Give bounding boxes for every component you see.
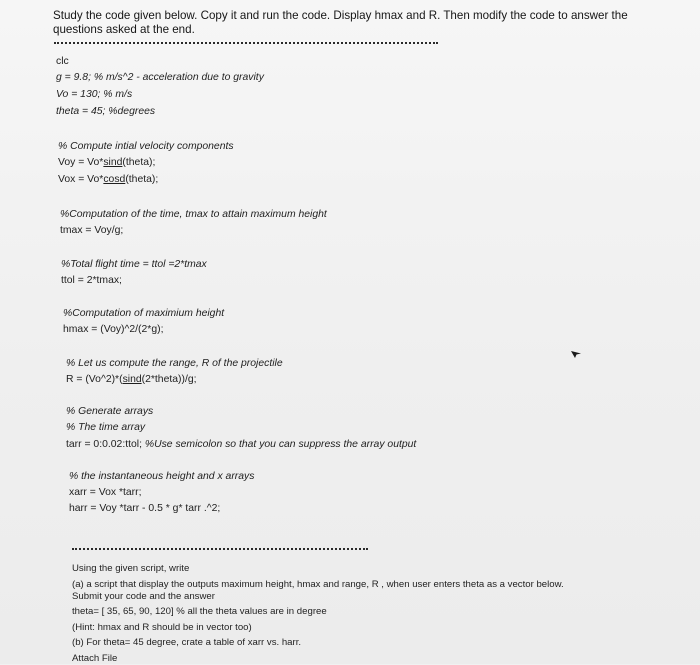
- question-a: (a) a script that display the outputs maximum height, hmax and range, R , when user enters theta as a vector below.: [72, 579, 564, 590]
- code-line-gravity: g = 9.8; % m/s^2 - acceleration due to gravity: [56, 72, 264, 83]
- code-line-vox: [58, 173, 158, 186]
- question-hint: (Hint: hmax and R should be in vector too): [72, 622, 252, 633]
- code-function-link[interactable]: sind: [103, 157, 123, 168]
- attach-file-link[interactable]: Attach File: [72, 653, 118, 664]
- code-line-theta: theta = 45; %degrees: [56, 106, 156, 117]
- code-line-range: [66, 373, 197, 386]
- code-line-ttol: ttol = 2*tmax;: [61, 275, 122, 286]
- code-function-link[interactable]: sind: [122, 374, 142, 385]
- code-comment-flight-time: %Total flight time = ttol =2*tmax: [61, 259, 207, 270]
- question-submit-note: Submit your code and the answer: [72, 591, 215, 602]
- code-line-voy: [58, 156, 155, 169]
- code-text: (2*theta))/g;: [141, 374, 197, 385]
- code-line-clc: clc: [56, 56, 69, 67]
- code-comment-instantaneous: % the instantaneous height and x arrays: [69, 471, 255, 482]
- code-text: (theta);: [122, 157, 156, 168]
- question-theta-values: theta= [ 35, 65, 90, 120] % all the theta values are in degree: [72, 606, 327, 617]
- question-intro: Using the given script, write: [72, 563, 190, 574]
- code-comment-generate-arrays: % Generate arrays: [66, 406, 154, 417]
- code-comment-hmax: %Computation of maximium height: [63, 308, 225, 319]
- code-text: tarr = 0:0.02:ttol;: [66, 439, 145, 450]
- dotted-separator-top: [54, 42, 438, 44]
- code-line-velocity: Vo = 130; % m/s: [56, 89, 133, 100]
- code-text: (theta);: [125, 174, 159, 185]
- code-line-xarr: xarr = Vox *tarr;: [69, 487, 142, 498]
- code-text: Vox = Vo*: [58, 174, 104, 185]
- code-comment-range: % Let us compute the range, R of the projectile: [66, 358, 283, 369]
- code-comment-tmax: %Computation of the time, tmax to attain maximum height: [60, 209, 327, 220]
- intro-text: Study the code given below. Copy it and run the code. Display hmax and R. Then modify the code to answer the questions asked at the end.: [53, 9, 628, 36]
- mouse-cursor-icon: [570, 347, 582, 359]
- code-line-harr: harr = Voy *tarr - 0.5 * g* tarr .^2;: [69, 503, 221, 514]
- code-text: Voy = Vo*: [58, 157, 104, 168]
- code-line-tmax: tmax = Voy/g;: [60, 225, 124, 236]
- code-comment-time-array: % The time array: [66, 422, 146, 433]
- code-function-link[interactable]: cosd: [103, 174, 126, 185]
- code-comment-velocity-components: % Compute intial velocity components: [58, 141, 234, 152]
- code-comment: %Use semicolon so that you can suppress the array output: [144, 439, 417, 450]
- code-text: R = (Vo^2)*(: [66, 374, 123, 385]
- code-line-tarr: [66, 438, 416, 451]
- question-b: (b) For theta= 45 degree, crate a table of xarr vs. harr.: [72, 637, 302, 648]
- code-line-hmax: hmax = (Voy)^2/(2*g);: [63, 324, 164, 335]
- dotted-separator-bottom: [72, 548, 368, 550]
